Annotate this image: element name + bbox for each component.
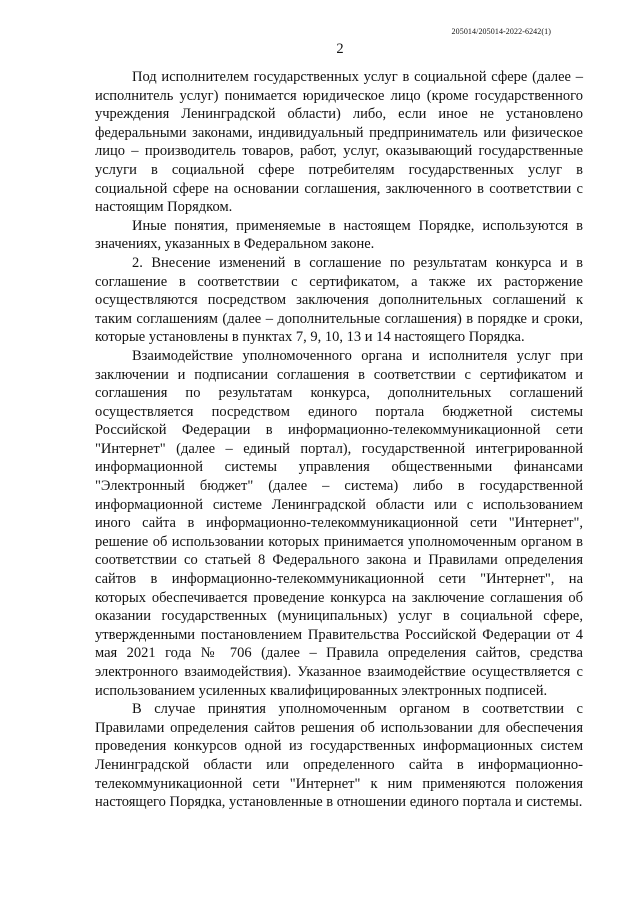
document-body <box>95 68 583 812</box>
page-number: 2 <box>336 41 344 57</box>
paragraph-interaction: Взаимодействие уполномоченного органа и исполнителя услуг при заключении и подписании соглашения в соответствии с сертификатом и соглашения по результатам конкурса, дополнительных соглашений осуществляется посредством единого портала бюджетной системы Российской Федерации в информационно-телекоммуникационной сети "Интернет" (далее – единый портал), государственной интегрированной информационной системы управления общественными финансами "Электронный бюджет" (далее – система) либо в государственной информационной системе Ленинградской области или с использованием иного сайта в информационно-телекоммуникационной сети "Интернет", решение об использовании которых принимается уполномоченным органом в соответствии со статьей 8 Федерального закона и Правилами определения сайтов в информационно-телекоммуникационной сети "Интернет", на которых обеспечивается проведение конкурса на заключение соглашения об оказании государственных (муниципальных) услуг в социальной сфере, утвержденными постановлением Правительства Российской Федерации от 4 мая 2021 года № 706 (далее – Правила определения сайтов, средства электронного взаимодействия). Указанное взаимодействие осуществляется с использованием усиленных квалифицированных электронных подписей. <box>95 347 583 699</box>
paragraph-definition-executor: Под исполнителем государственных услуг в социальной сфере (далее – исполнитель услуг) понимается юридическое лицо (кроме государственного учреждения Ленинградской области) либо, если иное не установлено федеральными законами, индивидуальный предприниматель или физическое лицо – производитель товаров, работ, услуг, оказывающий государственные услуги в социальной сфере потребителям государственных услуг в социальной сфере на основании соглашения, заключенного в соответствии с настоящим Порядком. <box>95 69 583 216</box>
paragraph-other-terms: Иные понятия, применяемые в настоящем Порядке, используются в значениях, указанных в Федеральном законе. <box>95 217 583 253</box>
paragraph-regional-systems: В случае принятия уполномоченным органом в соответствии с Правилами определения сайтов решения об использовании для обеспечения проведения конкурсов одной из государственных информационных систем Ленинградской области или определенного сайта в информационно-телекоммуникационной сети "Интернет" к ним применяются положения настоящего Порядка, установленные в отношении единого портала и системы. <box>95 701 583 811</box>
document-id: 205014/205014-2022-6242(1) <box>451 27 551 36</box>
paragraph-section-2: 2. Внесение изменений в соглашение по результатам конкурса и в соглашение в соответствии с сертификатом, а также их расторжение осуществляются посредством заключения дополнительных соглашений к таким соглашениям (далее – дополнительные соглашения) в порядке и сроки, которые установлены в пунктах 7, 9, 10, 13 и 14 настоящего Порядка. <box>95 254 583 346</box>
